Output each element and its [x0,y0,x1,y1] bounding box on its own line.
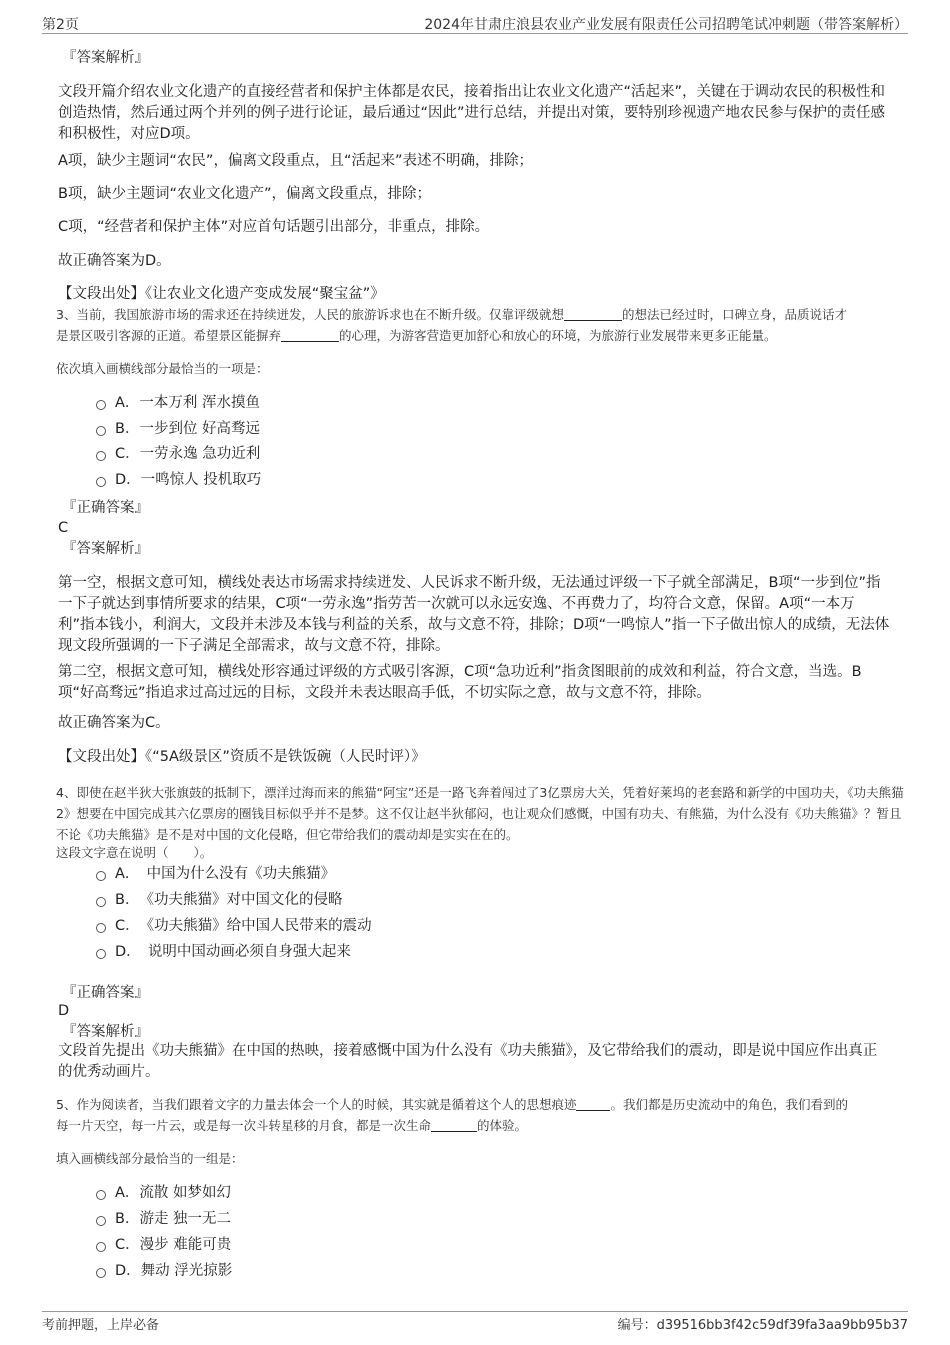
q4-analysis-label: 『答案解析』 [62,1024,149,1040]
q4-option-b[interactable] [96,889,342,911]
q3-option-c[interactable] [96,443,260,465]
q2-option-c-analysis: C项，“经营者和保护主体”对应首句话题引出部分，非重点，排除。 [58,219,490,235]
q3-blank-2 [281,327,339,342]
q3-stem-part: 的心理，为游客营造更加舒心和放心的环境，为旅游行业发展带来更多正能量。 [339,328,777,343]
q3-analysis-paragraph-2: 第二空，根据文意可知，横线处形容通过评级的方式吸引客源，C项“急功近利”指贪图眼前的成效和利益，符合文意，当选。B项“好高骛远”指追求过高过远的目标，文段并未表达眼高手低，不切实际之意，故与文意不符，排除。 [58,664,862,701]
q5-stem-part: 的体验。 [477,1118,528,1133]
q3-blank-1 [564,306,622,321]
q5-option-c[interactable] [96,1234,231,1256]
q3-analysis-label: 『答案解析』 [62,541,149,557]
option-label: D． 说明中国动画必须自身强大起来 [115,944,351,960]
radio-icon[interactable] [96,949,106,959]
q4-option-a[interactable] [96,863,335,885]
q4-stem: 4、即使在赵半狄大张旗鼓的抵制下，漂洋过海而来的熊猫“阿宝”还是一路飞奔着闯过了3亿票房大关，凭着好莱坞的老套路和新学的中国功夫，《功夫熊猫2》想要在中国完成其六亿票房的圈钱目标似乎并不是梦。这不仅让赵半狄郁闷，也让观众们感慨，中国有功夫、有熊猫，为什么没有《功夫熊猫》？暂且不论《功夫熊猫》是不是对中国的文化侵略，但它带给我们的震动却是实实在在的。 [56,785,904,842]
q4-correct-label: 『正确答案』 [62,985,149,1001]
option-label: C．漫步 难能可贵 [115,1237,232,1253]
radio-icon[interactable] [96,871,106,881]
q3-analysis-paragraph-1: 第一空，根据文意可知，横线处表达市场需求持续迸发、人民诉求不断升级，无法通过评级一下子就全部满足，B项“一步到位”指一下子就达到事情所要求的结果，C项“一劳永逸”指劳苦一次就可以永远安逸、不再费力了，均符合文意，保留。A项“一本万利”指本钱小，利润大，文段并未涉及本钱与利益的关系，故与文意不符，排除；D项“一鸣惊人”指一下子做出惊人的成绩，无法体现文段所强调的一下子满足全部需求，故与文意不符，排除。 [58,575,890,654]
q3-option-b[interactable] [96,418,260,440]
footer-slogan: 考前押题，上岸必备 [42,1318,160,1333]
q5-stem-part: 每一片天空，每一片云，或是每一次斗转星移的月食，都是一次生命 [56,1118,432,1133]
q3-option-a[interactable] [96,392,260,414]
q3-option-d[interactable] [96,469,261,491]
option-label: D．舞动 浮光掠影 [115,1263,233,1279]
option-label: D．一鸣惊人 投机取巧 [115,472,262,488]
q3-conclusion: 故正确答案为C。 [58,715,170,731]
q2-option-a-analysis: A项，缺少主题词“农民”，偏离文段重点，且“活起来”表述不明确，排除； [58,153,533,169]
radio-icon[interactable] [96,923,106,933]
q4-option-d[interactable] [96,941,351,963]
header-divider [42,33,908,34]
radio-icon[interactable] [96,477,106,487]
radio-icon[interactable] [96,1268,106,1278]
q2-analysis-label: 『答案解析』 [62,50,149,66]
q2-analysis-paragraph: 文段开篇介绍农业文化遗产的直接经营者和保护主体都是农民，接着指出让农业文化遗产“活起来”，关键在于调动农民的积极性和创造热情，然后通过两个并列的例子进行论证，最后通过“因此”进行总结，并提出对策，要特别珍视遗产地农民参与保护的责任感和积极性，对应D项。 [58,84,886,142]
option-label: B．游走 独一无二 [115,1211,232,1227]
option-label: A． 中国为什么没有《功夫熊猫》 [115,866,336,882]
option-label: B． 《功夫熊猫》对中国文化的侵略 [115,892,343,908]
q3-stem [56,304,906,346]
q4-prompt: 这段文字意在说明（ ）。 [56,845,213,860]
q5-stem-part: 5、作为阅读者，当我们跟着文字的力量去体会一个人的时候，其实就是循着这个人的思想痕迹 [56,1097,577,1112]
q3-prompt: 依次填入画横线部分最恰当的一项是： [56,361,269,376]
q3-stem-part: 3、当前，我国旅游市场的需求还在持续迸发，人民的旅游诉求也在不断升级。仅靠评级就想 [56,307,564,322]
page-number: 第2页 [42,17,79,33]
q4-option-c[interactable] [96,915,372,937]
q3-correct-label: 『正确答案』 [62,500,149,516]
radio-icon[interactable] [96,451,106,461]
radio-icon[interactable] [96,1216,106,1226]
option-label: C．一劳永逸 急功近利 [115,446,261,462]
radio-icon[interactable] [96,400,106,410]
radio-icon[interactable] [96,1242,106,1252]
option-label: B．一步到位 好高骛远 [115,421,261,437]
q3-stem-part: 的想法已经过时，口碑立身，品质说话才 [621,307,847,322]
q4-analysis: 文段首先提出《功夫熊猫》在中国的热映，接着感慨中国为什么没有《功夫熊猫》，及它带给我们的震动，即是说中国应作出真正的优秀动画片。 [58,1043,878,1080]
document-id: 编号：d39516bb3f42c59df39fa3aa9bb95b37 [617,1318,908,1333]
q5-stem [56,1094,906,1136]
option-label: A．流散 如梦如幻 [115,1185,232,1201]
option-label: C． 《功夫熊猫》给中国人民带来的震动 [115,918,372,934]
radio-icon[interactable] [96,897,106,907]
option-label: A．一本万利 浑水摸鱼 [115,395,261,411]
q2-option-b-analysis: B项，缺少主题词“农业文化遗产”，偏离文段重点，排除； [58,186,431,202]
q5-stem-part: 。我们都是历史流动中的角色，我们看到的 [610,1097,848,1112]
footer-divider [42,1311,908,1312]
q5-option-a[interactable] [96,1182,231,1204]
q3-source: 【文段出处】《“5A级景区”资质不是铁饭碗（人民时评）》 [58,749,426,765]
q2-source: 【文段出处】《让农业文化遗产变成发展“聚宝盆”》 [58,286,385,302]
q3-answer: C [58,520,69,536]
radio-icon[interactable] [96,1190,106,1200]
q5-option-b[interactable] [96,1208,231,1230]
q5-blank-1 [576,1096,610,1111]
q3-stem-part: 是景区吸引客源的正道。希望景区能摒弃 [56,328,282,343]
q4-answer: D [58,1003,70,1019]
q5-blank-2 [431,1117,477,1132]
q2-conclusion: 故正确答案为D。 [58,253,171,269]
q5-prompt: 填入画横线部分最恰当的一组是： [56,1151,244,1166]
document-title: 2024年甘肃庄浪县农业产业发展有限责任公司招聘笔试冲刺题（带答案解析） [424,17,908,33]
q5-option-d[interactable] [96,1260,232,1282]
radio-icon[interactable] [96,426,106,436]
